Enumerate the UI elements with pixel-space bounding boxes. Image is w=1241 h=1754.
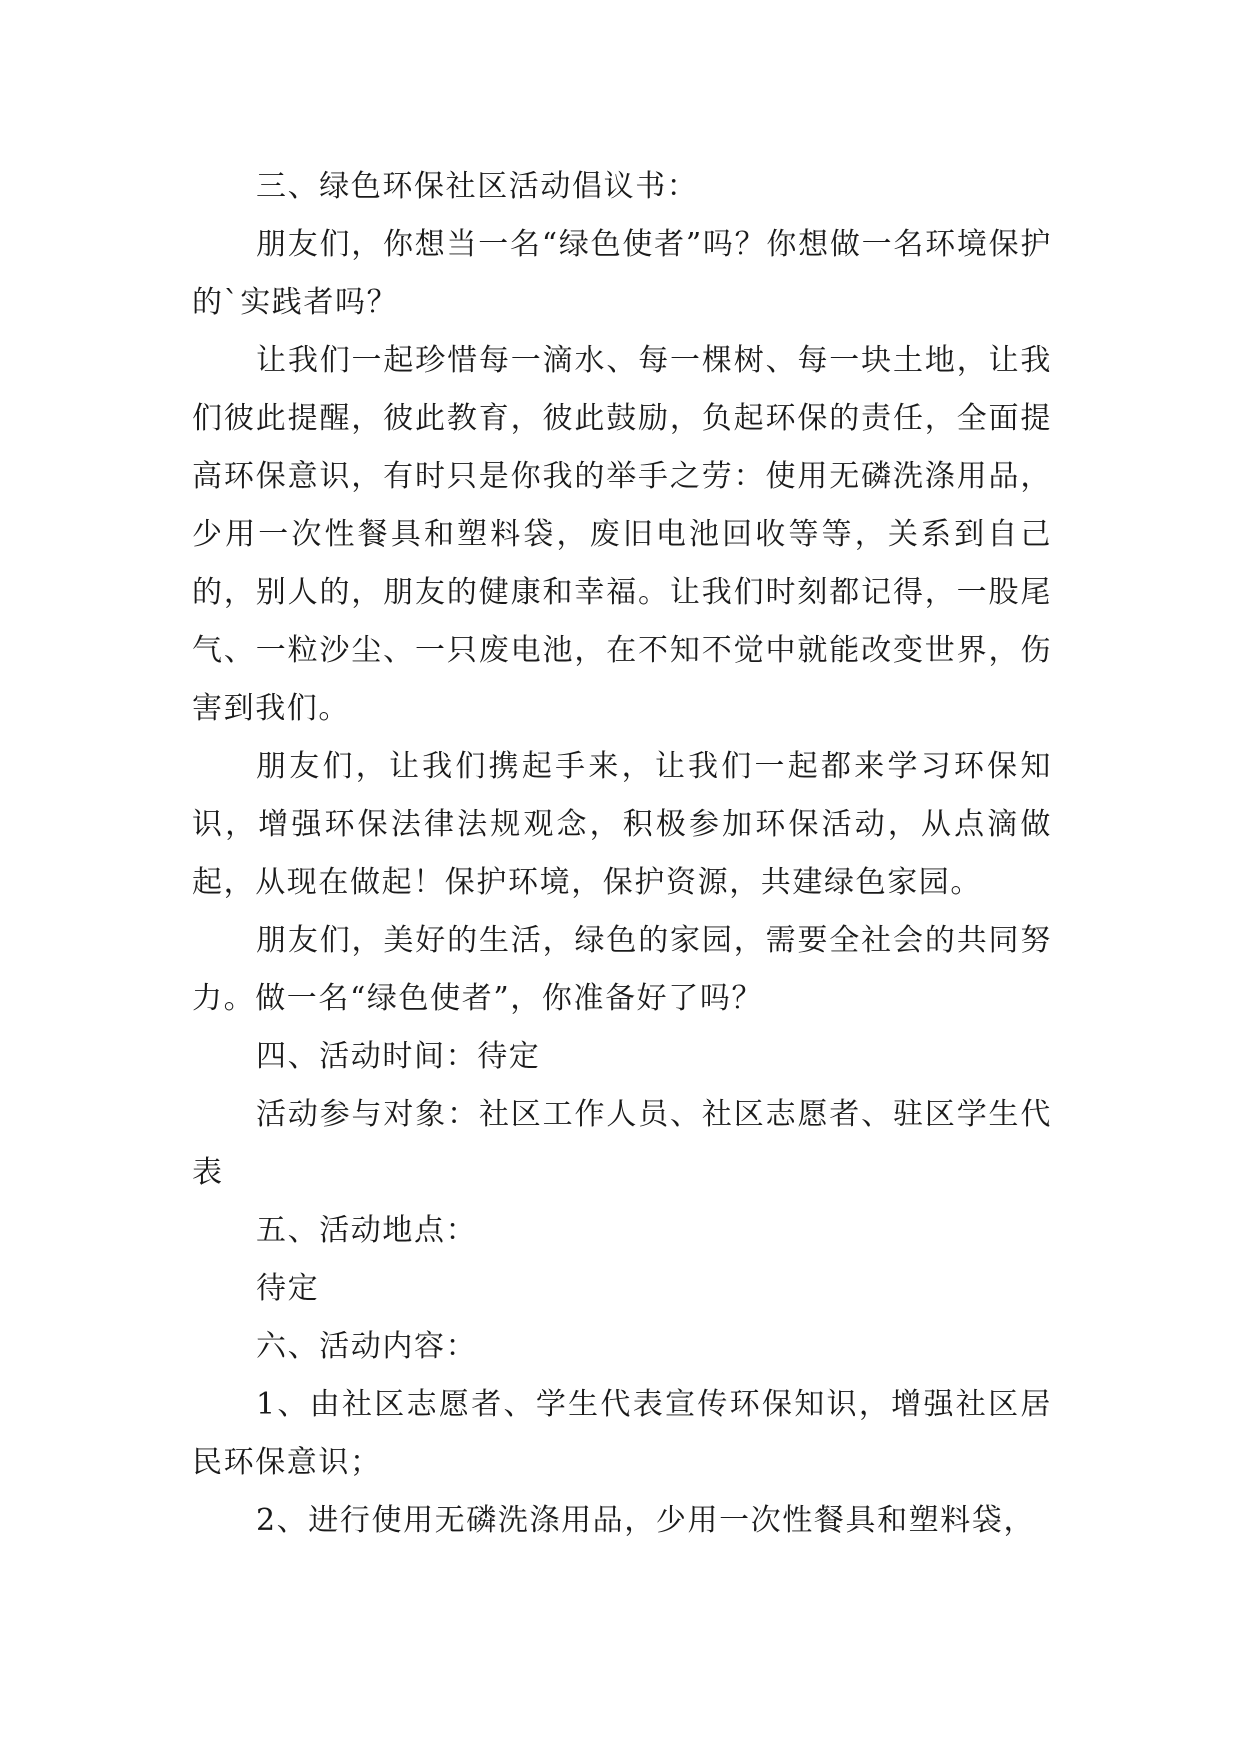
section-heading-content: 六、活动内容： — [256, 1329, 478, 1364]
list-item-1: 1、由社区志愿者、学生代表宣传环保知识，增强社区居民环保意识； — [192, 1387, 1052, 1480]
section-heading-location: 五、活动地点： — [256, 1213, 478, 1248]
paragraph-better-life: 朋友们，美好的生活，绿色的家园，需要全社会的共同努力。做一名“绿色使者”，你准备好了吗？ — [192, 923, 1052, 1016]
paragraph-location-value: 待定 — [256, 1271, 320, 1306]
paragraph-participants: 活动参与对象：社区工作人员、社区志愿者、驻区学生代表 — [192, 1097, 1052, 1190]
paragraph-join-hands: 朋友们，让我们携起手来，让我们一起都来学习环保知识，增强环保法律法规观念，积极参加环保活动，从点滴做起，从现在做起！保护环境，保护资源，共建绿色家园。 — [192, 749, 1052, 900]
paragraph-green-messenger: 朋友们，你想当一名“绿色使者”吗？你想做一名环境保护的`实践者吗？ — [192, 227, 1052, 320]
document-body — [192, 158, 1052, 1550]
paragraph-cherish-resources: 让我们一起珍惜每一滴水、每一棵树、每一块土地，让我们彼此提醒，彼此教育，彼此鼓励，负起环保的责任，全面提高环保意识，有时只是你我的举手之劳：使用无磷洗涤用品，少用一次性餐具和塑料袋，废旧电池回收等等，关系到自己的，别人的，朋友的健康和幸福。让我们时刻都记得，一股尾气、一粒沙尘、一只废电池，在不知不觉中就能改变世界，伤害到我们。 — [192, 343, 1052, 726]
section-heading-time: 四、活动时间：待定 — [256, 1039, 541, 1074]
list-item-2: 2、进行使用无磷洗涤用品，少用一次性餐具和塑料袋， — [256, 1503, 1036, 1538]
section-heading-proposal: 三、绿色环保社区活动倡议书： — [256, 169, 699, 204]
